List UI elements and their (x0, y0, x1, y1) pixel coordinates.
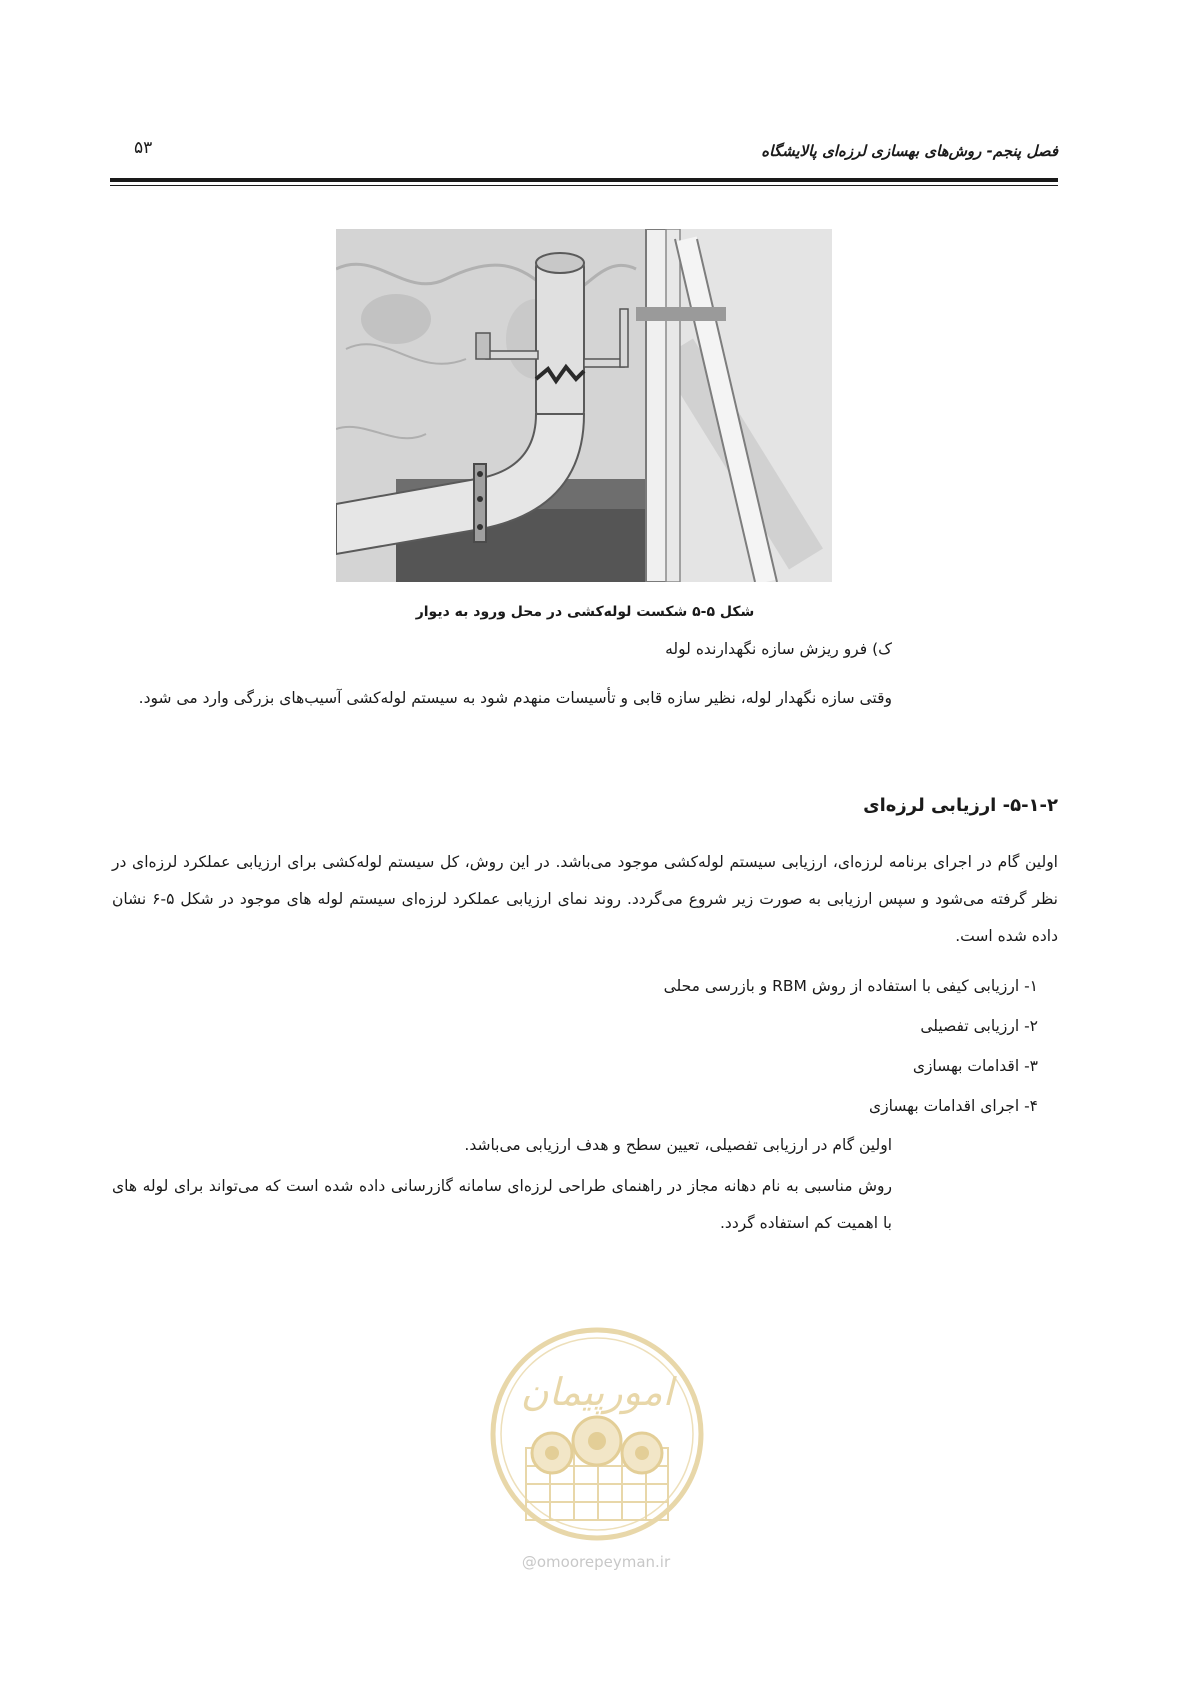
step-2: ۲- ارزیابی تفصیلی (920, 1017, 1038, 1035)
header-rule-thick (110, 178, 1058, 182)
section-heading: ۵-۱-۲- ارزیابی لرزه‌ای (863, 795, 1058, 816)
figure-caption: شکل ۵-۵ شکست لوله‌کشی در محل ورود به دیوار (415, 604, 755, 620)
intro-paragraph: اولین گام در اجرای برنامه لرزه‌ای، ارزیابی سیستم لوله‌کشی موجود می‌باشد. در این روش، کل سیستم لوله‌کشی برای ارزیابی عملکرد لرزه‌ای در نظر گرفته می‌شود و سپس ارزیابی به صورت زیر شروع می‌گردد. روند نمای ارزیابی عملکرد لرزه‌ای سیستم لوله های موجود در شکل ۵-۶ نشان داده شده است. (112, 853, 1058, 945)
header-rule-thin (110, 185, 1058, 186)
step-3: ۳- اقدامات بهسازی (912, 1057, 1038, 1075)
section-k-body: وقتی سازه نگهدار لوله، نظیر سازه قابی و تأسیسات منهدم شود به سیستم لوله‌کشی آسیب‌های بزرگی وارد می شود. (138, 689, 892, 707)
closing-paragraph: روش مناسبی به نام دهانه مجاز در راهنمای طراحی لرزه‌ای سامانه گازرسانی داده شده است که می‌تواند برای لوله های با اهمیت کم استفاده گردد. (112, 1177, 892, 1232)
pipe-failure-photo (336, 229, 832, 582)
section-k-title: ک) فرو ریزش سازه نگهدارنده لوله (665, 640, 892, 658)
closing-line: اولین گام در ارزیابی تفصیلی، تعیین سطح و هدف ارزیابی می‌باشد. (464, 1136, 892, 1154)
watermark-url: @omoorepeyman.ir (521, 1553, 671, 1571)
watermark-logo (486, 1323, 708, 1545)
step-4: ۴- اجرای اقدامات بهسازی (869, 1097, 1038, 1115)
step-1: ۱- ارزیابی کیفی با استفاده از روش RBM و بازرسی محلی (663, 977, 1038, 995)
svg-text:امورپیمان: امورپیمان (520, 1370, 674, 1414)
page-number: ۵۳ (134, 138, 153, 158)
running-header-title: فصل پنجم- روش‌های بهسازی لرزه‌ای پالایشگاه (761, 142, 1058, 160)
